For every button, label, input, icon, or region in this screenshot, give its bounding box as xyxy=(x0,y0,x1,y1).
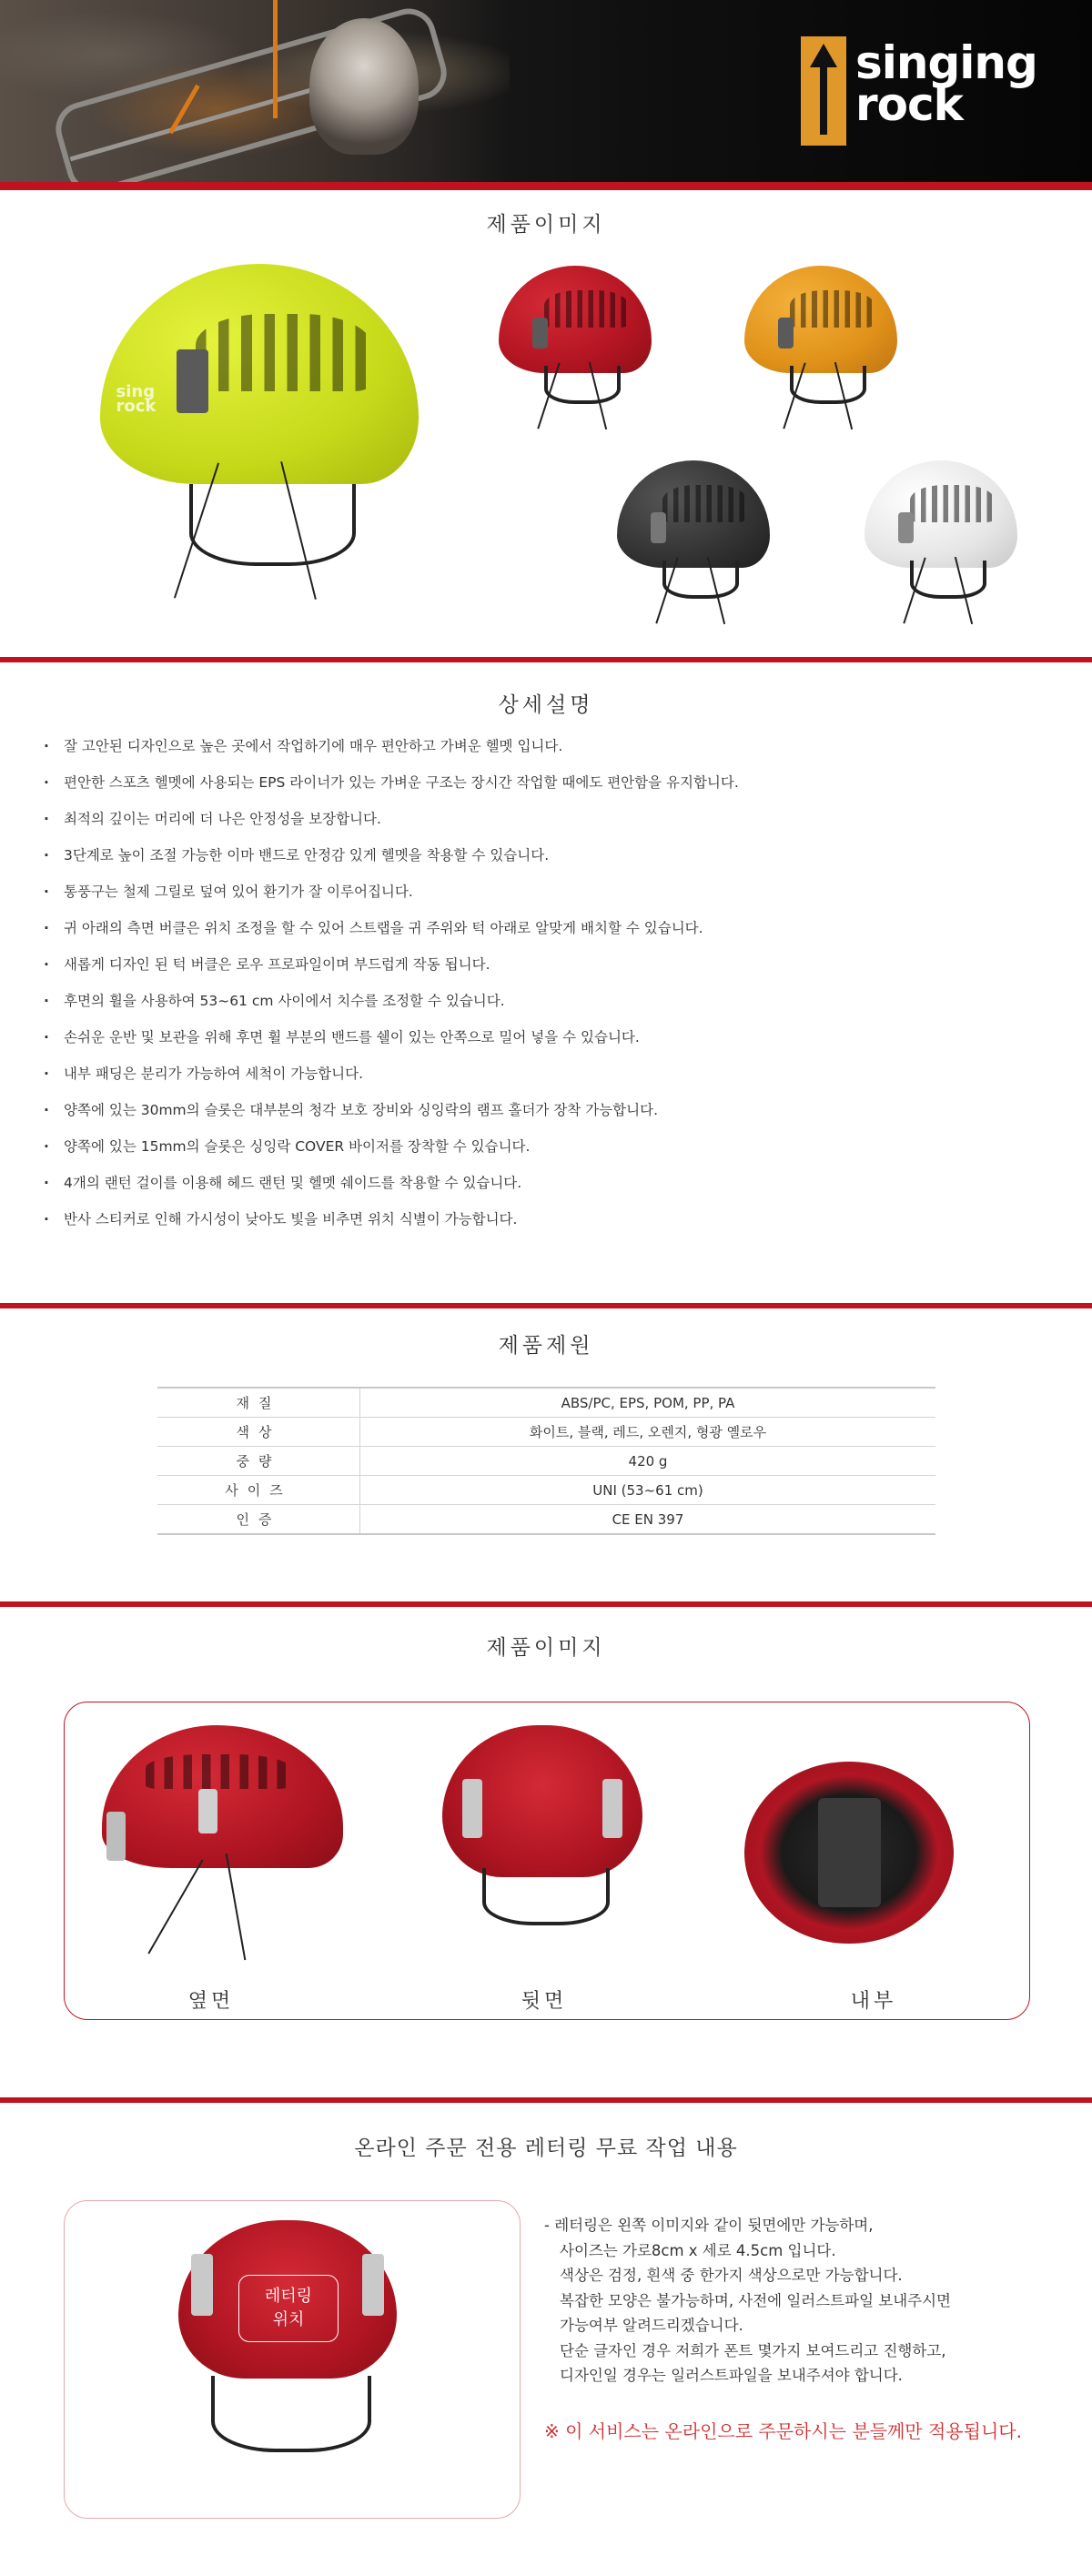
lettering-position-marker xyxy=(238,2275,339,2342)
helmet-strap xyxy=(225,1854,246,1960)
logo-line-2: rock xyxy=(855,78,963,131)
helmet-white xyxy=(864,460,1017,633)
helmet-vents xyxy=(544,290,628,328)
brand-logo xyxy=(801,36,1065,146)
list-item: · 통풍구는 철제 그릴로 덮여 있어 환기가 잘 이루어집니다. xyxy=(44,874,1045,910)
helmet-clip xyxy=(177,349,208,413)
lettering-note: 가능여부 알려드리겠습니다. xyxy=(560,2317,743,2334)
lettering-spot-line-1: 레터링 xyxy=(264,2287,313,2306)
rope xyxy=(273,0,278,118)
helmet-reflector xyxy=(462,1779,482,1838)
lettering-note: 복잡한 모양은 불가능하며, 사전에 일러스트파일 보내주시면 xyxy=(560,2291,951,2309)
helmet-shell xyxy=(102,1725,343,1868)
description-title: 상세설명 xyxy=(498,693,594,717)
specs-title: 제품제원 xyxy=(498,1334,594,1358)
view-label-inside: 내부 xyxy=(850,1990,897,2013)
list-item: · 내부 패딩은 분리가 가능하여 세척이 가능합니다. xyxy=(44,1056,1045,1092)
helmet-reflector xyxy=(198,1789,217,1834)
helmet-orange xyxy=(744,266,897,439)
helmet-padding xyxy=(818,1798,881,1907)
helmet-yellow-large xyxy=(100,264,419,619)
spec-label: 색상 xyxy=(157,1418,360,1447)
table-row xyxy=(157,1505,935,1535)
rescue-photo xyxy=(0,0,510,182)
helmet-red xyxy=(499,266,652,439)
spec-value: 화이트, 블랙, 레드, 오렌지, 형광 옐로우 xyxy=(360,1418,936,1447)
helmet-clip xyxy=(898,512,914,543)
helmet-lettering-example xyxy=(178,2220,397,2502)
spec-label: 인증 xyxy=(157,1505,360,1535)
logo-wordmark xyxy=(855,36,1037,131)
list-item: · 후면의 휠을 사용하여 53~61 cm 사이에서 치수를 조정할 수 있습니다. xyxy=(44,983,1045,1019)
list-item: · 반사 스티커로 인해 가시성이 낮아도 빛을 비추면 위치 식별이 가능합니다. xyxy=(44,1201,1045,1237)
table-row xyxy=(157,1447,935,1476)
list-item: · 4개의 랜턴 걸이를 이용해 헤드 랜턴 및 헬멧 쉐이드를 착용할 수 있습니다. xyxy=(44,1165,1045,1201)
helmet-reflector xyxy=(602,1779,622,1838)
lettering-note: 단순 글자인 경우 저희가 폰트 몇가지 보여드리고 진행하고, xyxy=(560,2341,946,2359)
helmet-cradle xyxy=(482,1868,610,1925)
lettering-title: 온라인 주문 전용 레터링 무료 작업 내용 xyxy=(354,2137,738,2160)
table-row xyxy=(157,1418,935,1447)
helmet-back-view xyxy=(442,1725,642,1971)
product-images-title: 제품이미지 xyxy=(486,213,606,237)
spec-value: UNI (53~61 cm) xyxy=(360,1476,936,1505)
helmet-strap xyxy=(147,1860,203,1955)
helmet-clip xyxy=(651,512,666,543)
rescuer-figure xyxy=(309,18,419,155)
list-item: · 새롭게 디자인 된 턱 버클은 로우 프로파일이며 부드럽게 작동 됩니다. xyxy=(44,946,1045,983)
product-images-title-2: 제품이미지 xyxy=(486,1636,606,1660)
helmet-vents xyxy=(196,314,371,392)
hero-banner xyxy=(0,0,1092,182)
view-label-side: 옆면 xyxy=(187,1990,235,2013)
helmet-vents xyxy=(662,485,746,523)
lettering-warning: ※ 이 서비스는 온라인으로 주문하시는 분들께만 적용됩니다. xyxy=(544,2420,1022,2442)
section-divider xyxy=(0,657,1092,662)
spec-value: ABS/PC, EPS, POM, PP, PA xyxy=(360,1388,936,1418)
spec-label: 사이즈 xyxy=(157,1476,360,1505)
list-item: · 3단계로 높이 조절 가능한 이마 밴드로 안정감 있게 헬멧을 착용할 수 있습니다. xyxy=(44,837,1045,874)
helmet-brand-mark: sing rock xyxy=(116,381,157,416)
table-row xyxy=(157,1476,935,1505)
helmet-clip xyxy=(532,318,548,349)
header-divider xyxy=(0,182,1092,190)
helmet-cradle xyxy=(211,2376,371,2453)
helmet-reflector xyxy=(106,1812,126,1861)
view-label-back: 뒷면 xyxy=(521,1990,568,2013)
section-divider xyxy=(0,1303,1092,1308)
helmet-cradle xyxy=(189,484,356,566)
list-item: · 양쪽에 있는 15mm의 슬롯은 싱잉락 COVER 바이저를 장착할 수 있습니다. xyxy=(44,1128,1045,1165)
up-arrow-icon-stem xyxy=(820,62,827,135)
spec-label: 중량 xyxy=(157,1447,360,1476)
logo-line-1: singing xyxy=(855,36,1037,89)
helmet-vents xyxy=(146,1754,290,1789)
helmet-inside-view xyxy=(744,1762,954,1944)
spec-label: 재질 xyxy=(157,1388,360,1418)
helmet-reflector xyxy=(191,2254,213,2316)
lettering-notes xyxy=(544,2213,1054,2389)
lettering-note: 색상은 검정, 흰색 중 한가지 색상으로만 가능합니다. xyxy=(560,2267,903,2284)
lettering-spot-line-2: 위치 xyxy=(272,2310,305,2329)
description-list xyxy=(44,728,1045,1237)
table-row xyxy=(157,1388,935,1418)
spec-value: 420 g xyxy=(360,1447,936,1476)
list-item: · 양쪽에 있는 30mm의 슬롯은 대부분의 청각 보호 장비와 싱잉락의 램프 홀더가 장착 가능합니다. xyxy=(44,1092,1045,1128)
list-item: · 편안한 스포츠 헬멧에 사용되는 EPS 라이너가 있는 가벼운 구조는 장시간 작업할 때에도 편안함을 유지합니다. xyxy=(44,764,1045,801)
helmet-black xyxy=(617,460,770,633)
lettering-note: 사이즈는 가로8cm x 세로 4.5cm 입니다. xyxy=(560,2241,836,2259)
list-item: · 손쉬운 운반 및 보관을 위해 후면 휠 부분의 밴드를 쉘이 있는 안쪽으로 밀어 넣을 수 있습니다. xyxy=(44,1019,1045,1056)
spec-value: CE EN 397 xyxy=(360,1505,936,1535)
list-item: · 최적의 깊이는 머리에 더 나은 안정성을 보장합니다. xyxy=(44,801,1045,837)
helmet-vents xyxy=(790,290,874,328)
section-divider xyxy=(0,1601,1092,1607)
lettering-note: - 레터링은 왼쪽 이미지와 같이 뒷면에만 가능하며, xyxy=(544,2217,874,2234)
helmet-vents xyxy=(910,485,994,523)
lettering-note: 디자인일 경우는 일러스트파일을 보내주셔야 합니다. xyxy=(560,2367,903,2384)
section-divider xyxy=(0,2097,1092,2103)
helmet-reflector xyxy=(362,2254,384,2316)
helmet-clip xyxy=(778,318,794,349)
helmet-side-view xyxy=(102,1725,343,1971)
list-item: · 귀 아래의 측면 버클은 위치 조정을 할 수 있어 스트랩을 귀 주위와 턱 아래로 알맞게 배치할 수 있습니다. xyxy=(44,910,1045,946)
list-item: · 잘 고안된 디자인으로 높은 곳에서 작업하기에 매우 편안하고 가벼운 헬멧 입니다. xyxy=(44,728,1045,764)
spec-table xyxy=(157,1387,935,1535)
